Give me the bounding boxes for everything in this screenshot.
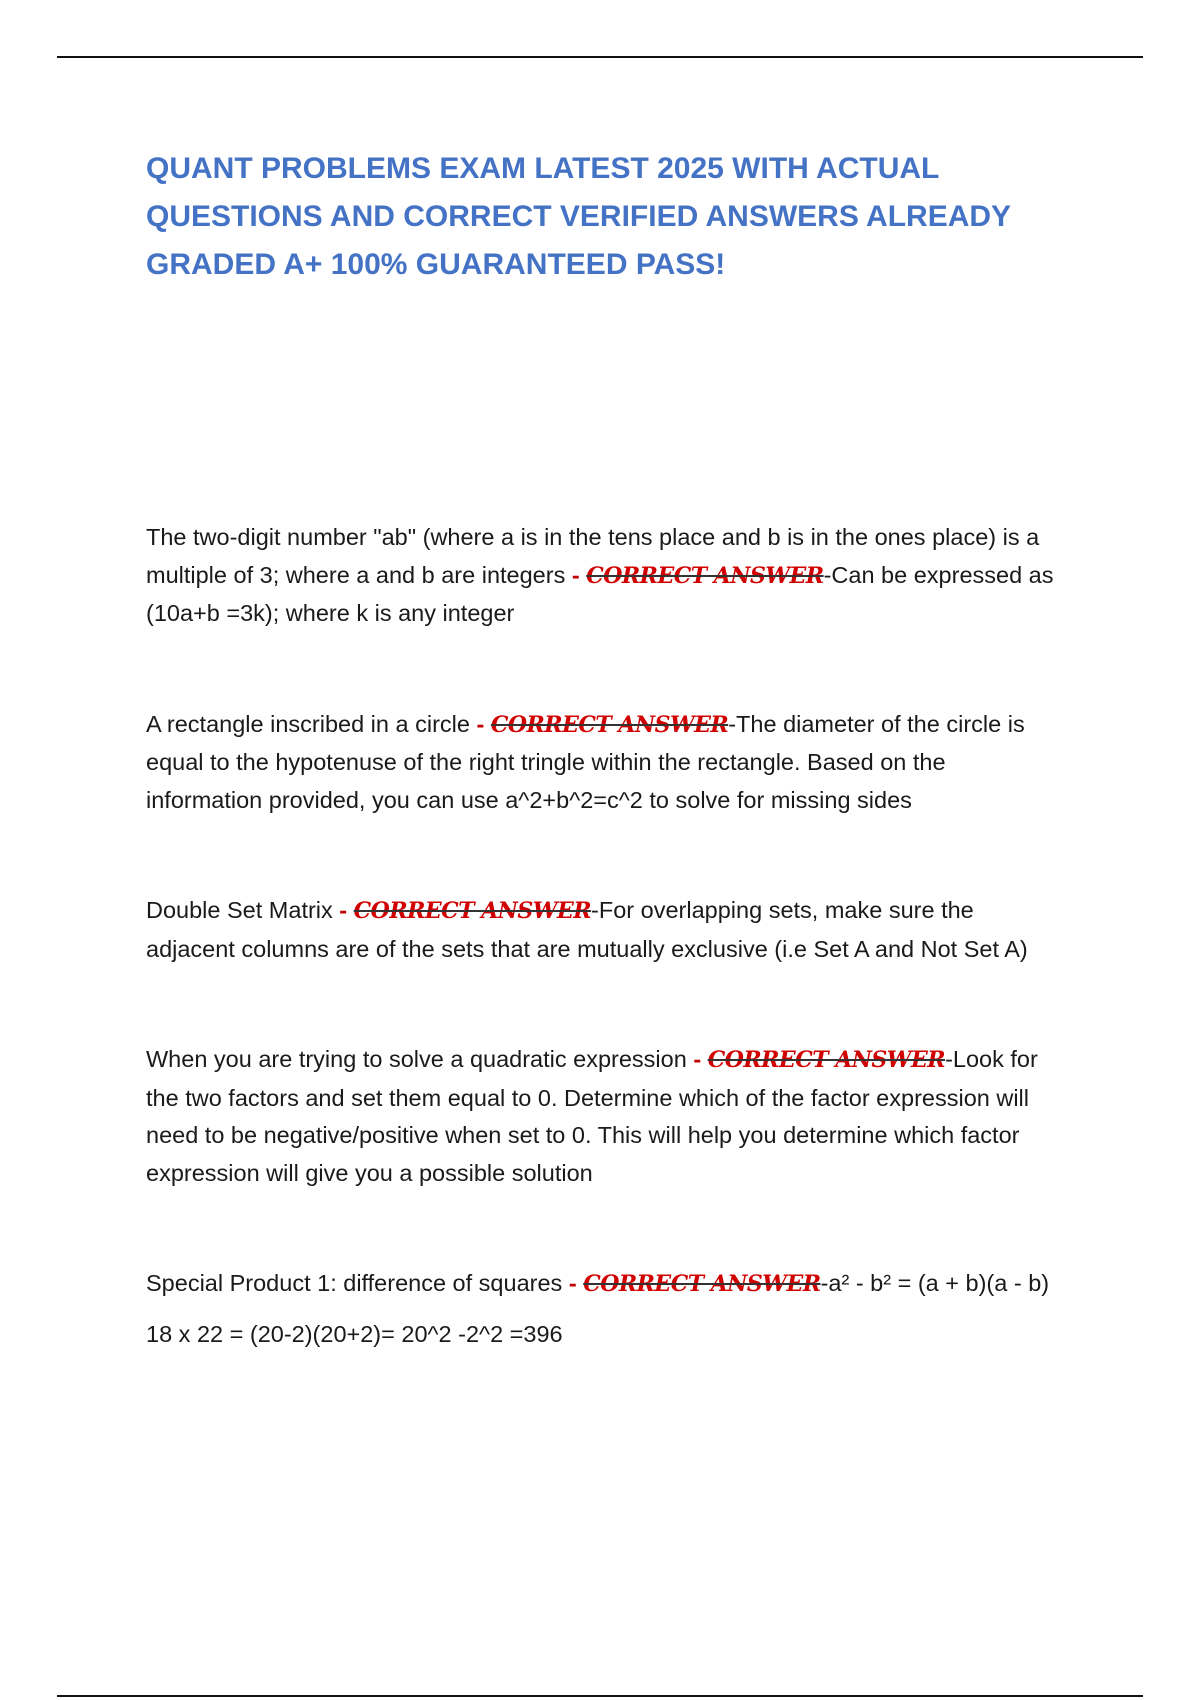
qa-item: Special Product 1: difference of squares - CORRECT ANSWER-a² - b² = (a + b)(a - b) [146,1270,1050,1297]
question-text: A rectangle inscribed in a circle [146,710,470,737]
answer-marker: CORRECT ANSWER [586,562,824,589]
header-rule [57,56,1143,58]
footer-rule [57,1695,1143,1697]
qa-item: The two-digit number "ab" (where a is in the tens place and b is in the ones place) is a multiple of 3; where a and b are integers - CORRECT ANSWER-Can be expressed as (10a+b =3k); where k is any integer [146,524,1054,626]
answer-marker: CORRECT ANSWER [707,1047,946,1073]
answer-separator: - [565,561,587,588]
question-text: When you are trying to solve a quadratic expression [146,1046,687,1072]
answer-text: Can be expressed as (10a+b =3k); where k is any integer [146,561,1054,626]
qa-item: Double Set Matrix - CORRECT ANSWER-For overlapping sets, make sure the adjacent columns are of the sets that are mutually exclusive (i.e Set A and Not Set A) [146,897,1028,962]
document-body [146,145,1066,1353]
answer-text: Look for the two factors and set them equal to 0. Determine which of the factor expression will need to be negative/positive when set to 0. This will help you determine which factor expression will give you a possible solution [146,1046,1038,1186]
answer-separator: - [686,1046,708,1072]
worked-example: 18 x 22 = (20-2)(20+2)= 20^2 -2^2 =396 [146,1320,563,1347]
document-title: QUANT PROBLEMS EXAM LATEST 2025 WITH ACTUAL QUESTIONS AND CORRECT VERIFIED ANSWERS ALREADY GRADED A+ 100% GUARANTEED PASS! [146,152,1011,281]
qa-item: A rectangle inscribed in a circle - CORRECT ANSWER-The diameter of the circle is equal to the hypotenuse of the right tringle within the rectangle. Based on the information provided, you can use a^2+b^2=c^2 to solve for missing sides [146,710,1025,813]
answer-separator: - [332,897,354,923]
question-text: Special Product 1: difference of squares [146,1270,563,1296]
answer-text: For overlapping sets, make sure the adjacent columns are of the sets that are mutually exclusive (i.e Set A and Not Set A) [146,897,1028,962]
answer-text: a² - b² = (a + b)(a - b) [828,1270,1050,1296]
qa-item: When you are trying to solve a quadratic expression - CORRECT ANSWER-Look for the two factors and set them equal to 0. Determine which of the factor expression will need to be negative/positive when set to 0. This will help you determine which factor expression will give you a possible solution [146,1046,1038,1186]
answer-marker: CORRECT ANSWER [353,898,592,924]
qa-list [146,519,1066,1353]
answer-separator: - [469,710,491,737]
answer-separator: - [562,1270,584,1296]
question-text: Double Set Matrix [146,897,333,923]
answer-marker: CORRECT ANSWER [583,1271,821,1297]
answer-text: The diameter of the circle is equal to the hypotenuse of the right tringle within the rectangle. Based on the information provided, you can use a^2+b^2=c^2 to solve for missing sides [146,710,1025,813]
answer-marker: CORRECT ANSWER [490,711,729,738]
question-text: The two-digit number "ab" (where a is in the tens place and b is in the ones place) is a multiple of 3; where a and b are integers [146,524,1040,588]
